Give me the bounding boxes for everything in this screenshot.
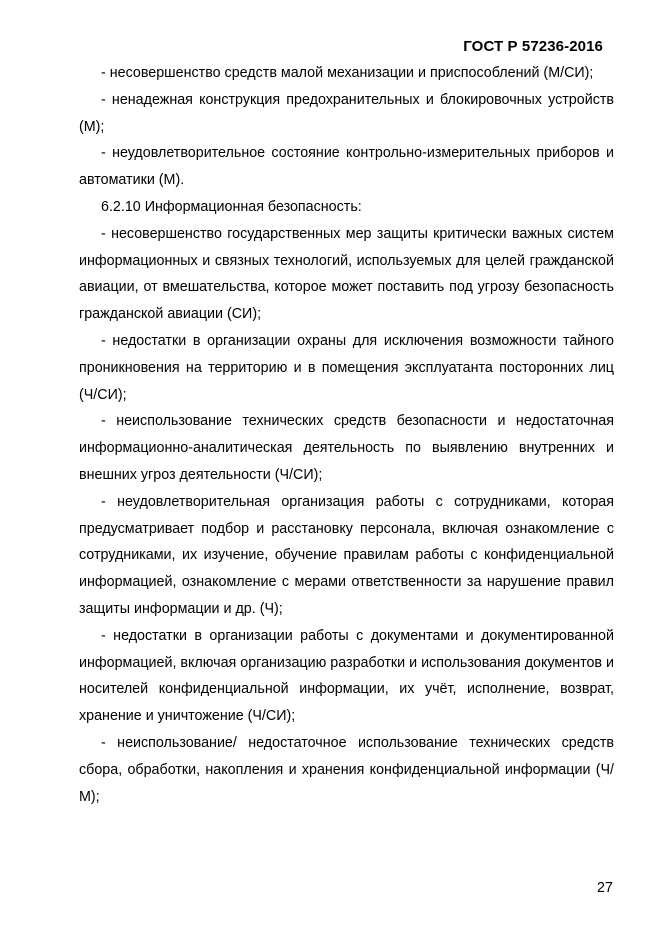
paragraph: - ненадежная конструкция предохранительных и блокировочных устройств (М);	[79, 91, 614, 135]
paragraph: - неиспользование технических средств безопасности и недостаточная информационно-аналитическая деятельность по выявлению внутренних и внешних угроз деятельности (Ч/СИ);	[79, 413, 614, 483]
document-code-header: ГОСТ Р 57236-2016	[463, 38, 603, 55]
section-heading: 6.2.10 Информационная безопасность:	[101, 198, 362, 215]
paragraph: - неиспользование/ недостаточное использование технических средств сбора, обработки, накопления и хранения конфиденциальной информации (Ч/М);	[79, 734, 614, 805]
paragraph: - недостатки в организации охраны для исключения возможности тайного проникновения на территорию и в помещения эксплуатанта посторонних лиц (Ч/СИ);	[79, 332, 614, 403]
paragraph: - неудовлетворительное состояние контрольно-измерительных приборов и автоматики (М).	[79, 145, 614, 189]
page-number: 27	[596, 880, 613, 896]
paragraph: - недостатки в организации работы с документами и документированной информацией, включая организацию разработки и использования документов и носителей конфиденциальной информации, их учёт, исполнение, возврат, хранение и уничтожение (Ч/СИ);	[79, 627, 614, 725]
paragraph: - несовершенство государственных мер защиты критически важных систем информационных и связных технологий, используемых для целей гражданской авиации, от вмешательства, которое может поставить под угрозу безопасность гражданской авиации (СИ);	[79, 225, 614, 323]
document-body	[79, 60, 614, 810]
paragraph: - несовершенство средств малой механизации и приспособлений (М/СИ);	[101, 65, 594, 81]
paragraph: - неудовлетворительная организация работы с сотрудниками, которая предусматривает подбор и расстановку персонала, включая ознакомление с сотрудниками, их изучение, обучение правилам работы с конфиденциальной информацией, ознакомление с мерами ответственности за нарушение правил защиты информации и др. (Ч);	[79, 493, 614, 617]
